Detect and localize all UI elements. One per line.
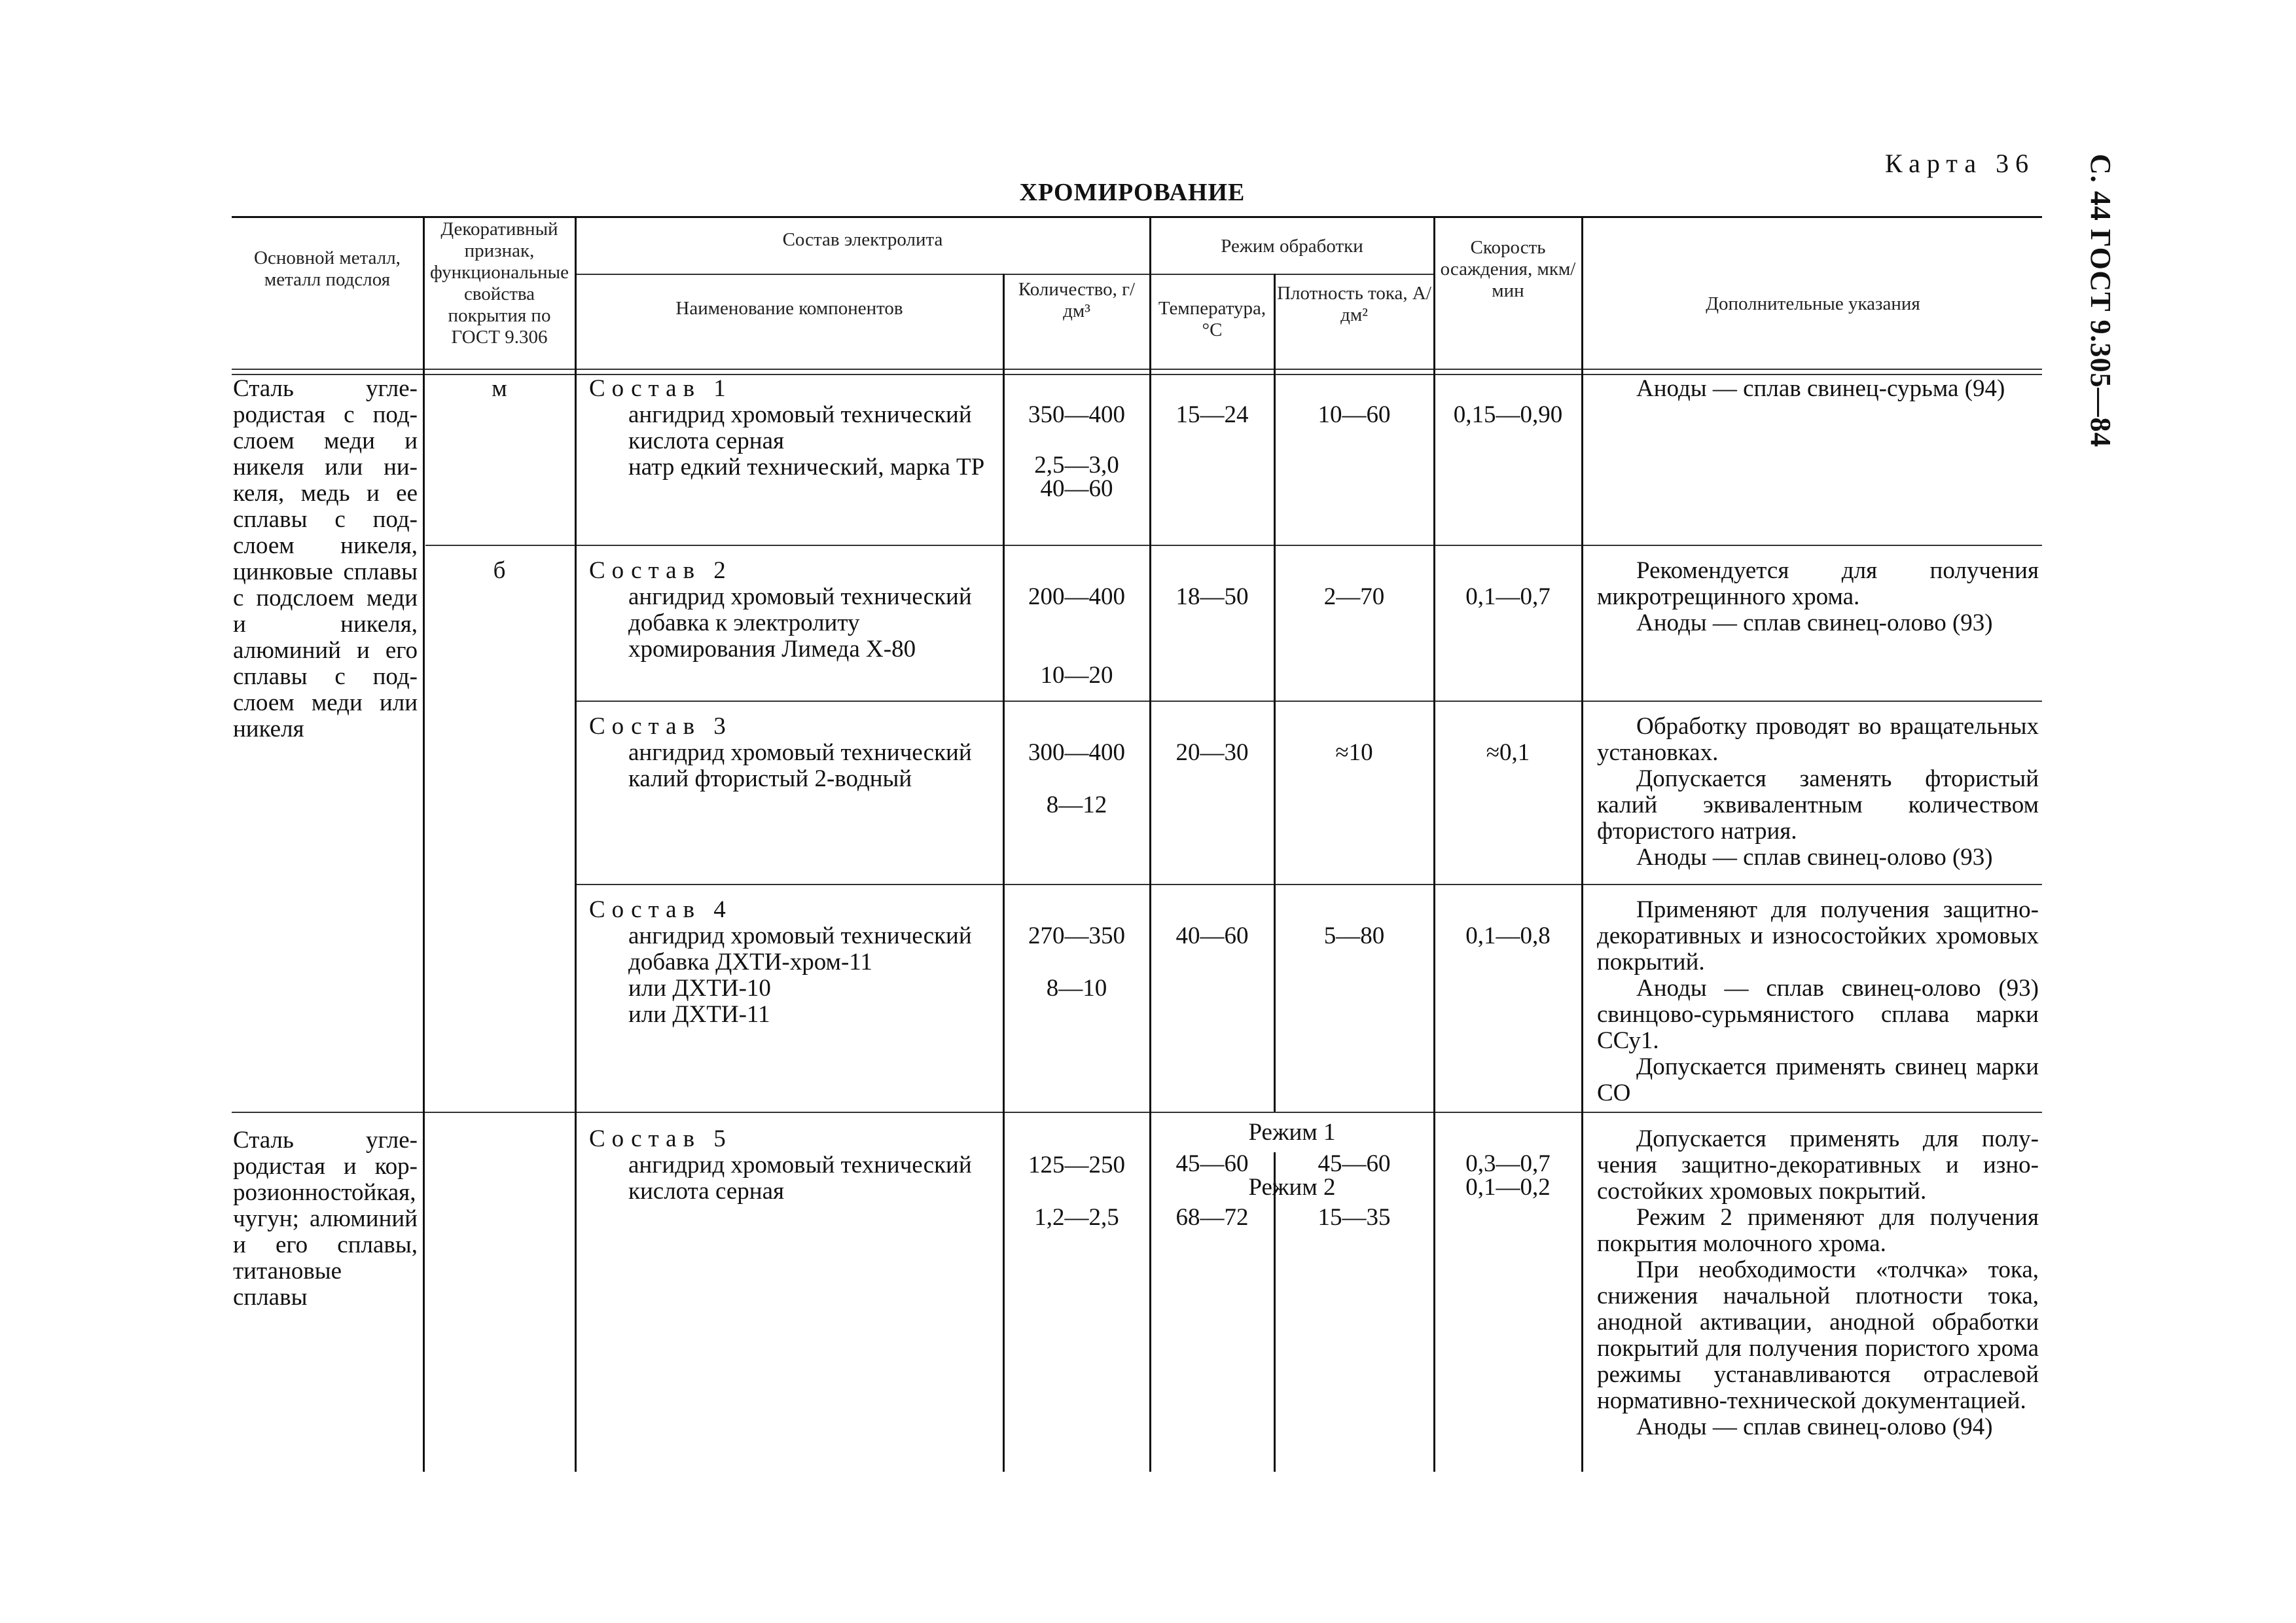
composition-label: Состав 1 — [589, 375, 732, 402]
decor-mark-m: м — [492, 375, 507, 402]
header-mode: Режим обработки — [1221, 236, 1363, 257]
header-speed: Скорость осаждения, мкм/мин — [1440, 237, 1576, 301]
header-composition: Состав электролита — [782, 229, 943, 250]
header-quantity: Количество, г/дм³ — [1018, 279, 1136, 321]
component: кислота серная — [628, 428, 785, 454]
header-component-name: Наименование компонентов — [675, 298, 903, 319]
composition-label: Состав 5 — [589, 1125, 732, 1152]
subheader-rule-composition — [576, 274, 1152, 275]
temperature-3: 20—30 — [1175, 739, 1249, 766]
component: кислота серная — [628, 1178, 785, 1205]
header-bottom-rule-1 — [232, 369, 2042, 370]
notes-2 — [1597, 558, 2039, 636]
table-top-rule — [232, 216, 2042, 218]
composition-2 — [589, 558, 995, 663]
base-metal-group-2: Сталь углеродистая и коррозионностойкая, чугун; алюминий и его сплавы, титановые сплавы — [233, 1127, 418, 1311]
temperature-2: 18—50 — [1175, 583, 1249, 610]
header-notes: Дополнительные указания — [1706, 293, 1920, 314]
quantity-3: 40—60 — [1040, 475, 1113, 502]
notes-3 — [1597, 714, 2039, 871]
quantity-1: 270—350 — [1028, 922, 1125, 949]
header-temperature: Температура, °С — [1158, 298, 1266, 340]
header-base-metal: Основной металл, металл подслоя — [254, 247, 401, 290]
note-paragraph: Обработку проводят во вращательных установках. — [1597, 713, 2039, 766]
temperature-4: 40—60 — [1175, 922, 1249, 949]
notes-4 — [1597, 897, 2039, 1106]
note-paragraph: Допускается заменять фтористый калий эквивалентным количеством фтористого натрия. — [1597, 765, 2039, 845]
notes-5 — [1597, 1126, 2039, 1440]
composition-label: Состав 3 — [589, 713, 732, 740]
component: или ДХТИ-11 — [628, 1001, 770, 1028]
note-paragraph: При необходимости «толчка» тока, снижения начальной плотности тока, анодной активации, анодной обработки покрытий для получения пористого хрома режимы устанавливаются отраслевой нормативно-технической документацией. — [1597, 1256, 2039, 1414]
header-decorative: Декоративный признак, функциональные свойства покрытия по ГОСТ 9.306 — [430, 219, 569, 348]
decor-mark-b: б — [493, 557, 506, 584]
component: ангидрид хромовый технический — [628, 1152, 972, 1178]
mode-1-label: Режим 1 — [1248, 1119, 1336, 1146]
col-line-4 — [1149, 216, 1151, 1472]
side-label-text: С. 44 ГОСТ 9.305—84 — [2085, 154, 2117, 448]
component: ангидрид хромовый технический — [628, 401, 972, 428]
quantity-2: 10—20 — [1040, 662, 1113, 689]
mode-2-temperature: 68—72 — [1175, 1204, 1249, 1231]
composition-4 — [589, 897, 995, 1028]
composition-5 — [589, 1126, 995, 1205]
quantity-2: 8—12 — [1046, 792, 1107, 818]
header-density: Плотность тока, А/дм² — [1277, 283, 1431, 325]
quantity-1: 300—400 — [1028, 739, 1125, 766]
composition-3 — [589, 714, 995, 792]
quantity-2: 1,2—2,5 — [1034, 1204, 1119, 1231]
row-separator-1 — [425, 545, 2042, 546]
speed-1: 0,15—0,90 — [1453, 401, 1563, 428]
note-paragraph: Аноды — сплав свинец-олово (93) — [1636, 610, 1993, 636]
subheader-rule-mode — [1152, 274, 1433, 275]
quantity-2: 2,5—3,0 — [1034, 452, 1119, 479]
density-2: 2—70 — [1323, 583, 1385, 610]
note-paragraph: Режим 2 применяют для получения покрытия молочного хрома. — [1597, 1204, 2039, 1257]
component: натр едкий технический, марка ТР — [628, 454, 985, 481]
composition-label: Состав 4 — [589, 896, 732, 923]
speed-2: 0,1—0,7 — [1465, 583, 1551, 610]
density-1: 10—60 — [1318, 401, 1391, 428]
component: добавка ДХТИ-хром-11 — [628, 949, 872, 976]
page-title: ХРОМИРОВАНИЕ — [1019, 179, 1246, 206]
row-separator-3 — [576, 884, 2042, 885]
col-line-2 — [575, 216, 577, 1472]
note-paragraph: Рекомендуется для получения микротрещинного хрома. — [1597, 557, 2039, 610]
component: хромирования Лимеда Х-80 — [628, 636, 916, 663]
side-page-label — [2085, 154, 2134, 462]
row-separator-4 — [232, 1112, 2042, 1113]
component: добавка к электролиту — [628, 610, 860, 636]
mode-2-label: Режим 2 — [1248, 1174, 1336, 1201]
map-number: Карта 36 — [1885, 149, 2036, 178]
component: или ДХТИ-10 — [628, 975, 771, 1002]
note-1: Аноды — сплав свинец-сурьма (94) — [1636, 375, 2005, 402]
speed-4: 0,1—0,8 — [1465, 922, 1551, 949]
composition-1 — [589, 376, 995, 481]
note-paragraph: Аноды — сплав свинец-олово (94) — [1636, 1413, 1993, 1440]
col-line-6 — [1433, 216, 1435, 1472]
quantity-1: 350—400 — [1028, 401, 1125, 428]
component: ангидрид хромовый технический — [628, 922, 972, 949]
base-metal-group-1: Сталь углеродистая с подслоем меди и никеля или никеля, медь и ее сплавы с подслоем никеля, цинковые сплавы с подслоем меди и никеля, алюминий и его сплавы с подслоем меди или никеля — [233, 375, 418, 742]
col-line-5 — [1274, 274, 1276, 1112]
mode-1-temperature: 45—60 — [1175, 1150, 1249, 1177]
component: калий фтористый 2-водный — [628, 765, 912, 792]
speed-3: ≈0,1 — [1486, 739, 1530, 766]
col-line-7 — [1581, 216, 1583, 1472]
temperature-1: 15—24 — [1175, 401, 1249, 428]
density-4: 5—80 — [1323, 922, 1385, 949]
quantity-1: 125—250 — [1028, 1152, 1125, 1178]
col-line-1 — [423, 216, 425, 1472]
speed-5-mode-2: 0,1—0,2 — [1465, 1174, 1551, 1201]
row-separator-2 — [576, 701, 2042, 702]
component: ангидрид хромовый технический — [628, 739, 972, 766]
component: ангидрид хромовый технический — [628, 583, 972, 610]
composition-label: Состав 2 — [589, 557, 732, 584]
speed-5-mode-1: 0,3—0,7 — [1465, 1150, 1551, 1177]
mode-1-density: 45—60 — [1318, 1150, 1391, 1177]
col-line-3 — [1003, 274, 1005, 1472]
quantity-2: 8—10 — [1046, 975, 1107, 1002]
mode-2-density: 15—35 — [1318, 1204, 1391, 1231]
note-paragraph: Допускается применять свинец марки СО — [1597, 1053, 2039, 1106]
quantity-1: 200—400 — [1028, 583, 1125, 610]
density-3: ≈10 — [1335, 739, 1373, 766]
note-paragraph: Аноды — сплав свинец-олово (93) — [1636, 844, 1993, 871]
note-paragraph: Применяют для получения защитно-декоративных и износостойких хромовых покрытий. — [1597, 896, 2039, 976]
note-paragraph: Аноды — сплав свинец-олово (93) свинцово-сурьмянистого сплава марки ССу1. — [1597, 975, 2039, 1054]
note-paragraph: Допускается применять для получения защитно-декоративных и износостойких хромовых покрытий. — [1597, 1125, 2039, 1205]
